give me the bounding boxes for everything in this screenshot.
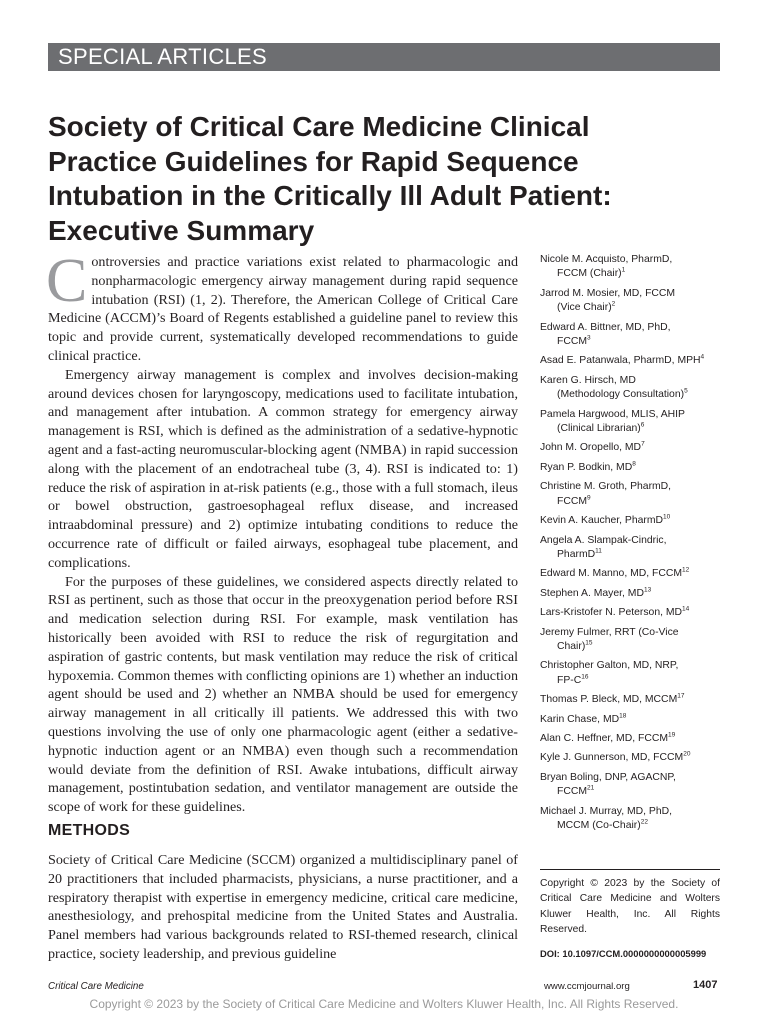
intro-paragraph-3: For the purposes of these guidelines, we considered aspects directly related to RSI as pertinent, such as those that occur in the preoxygenation period before RSI and medication selection during RSI. For example, mask ventilation has historically been avoided with RSI to reduce the risk of regurgitation and aspiration of gastric contents, but mask ventilation may reduce the risk of critical hypoxemia. Common themes with conflicting opinions are 1) whether an induction agent should be used and 2) whether an NMBA should be used for emergency airway management in all critically ill patients. We addressed this with two questions involving the use of only one pharmacologic agent (either a sedative-hypnotic induction agent or an NMBA) even though such a recommendation would deviate from the definition of RSI. Awake intubations, difficult airway management, postintubation sedation, and ventilator management are outside the scope of work for these guidelines. bbox=[48, 573, 518, 816]
author-affiliation-number: 21 bbox=[587, 784, 595, 792]
author-role-line bbox=[540, 640, 740, 654]
author-entry bbox=[540, 626, 740, 655]
author-name-line: Alan C. Heffner, MD, FCCM bbox=[540, 732, 668, 744]
author-entry bbox=[540, 587, 740, 601]
author-entry bbox=[540, 606, 740, 620]
author-entry bbox=[540, 441, 740, 455]
copyright-notice: Copyright © 2023 by the Society of Critical Care Medicine and Wolters Kluwer Health, Inc. All Rights Reserved. bbox=[540, 878, 720, 936]
author-entry bbox=[540, 659, 740, 688]
author-entry bbox=[540, 713, 740, 727]
author-name-line: Pamela Hargwood, MLIS, AHIP bbox=[540, 408, 685, 420]
author-affiliation-number: 3 bbox=[587, 334, 591, 342]
author-affiliation-number: 16 bbox=[581, 673, 589, 681]
author-affiliation-number: 9 bbox=[587, 494, 591, 502]
author-affiliation-number: 20 bbox=[683, 750, 691, 758]
intro-paragraph-1 bbox=[46, 247, 518, 366]
author-affiliation-number: 22 bbox=[640, 818, 648, 826]
author-entry bbox=[540, 693, 740, 707]
author-name-line: Stephen A. Mayer, MD bbox=[540, 587, 644, 599]
author-entry bbox=[540, 374, 740, 403]
author-entry bbox=[540, 461, 740, 475]
author-role-line bbox=[540, 388, 740, 402]
author-affiliation-number: 1 bbox=[621, 266, 626, 274]
doi-link[interactable]: DOI: 10.1097/CCM.0000000000005999 bbox=[540, 948, 707, 959]
author-role-text: (Vice Chair) bbox=[557, 302, 612, 314]
author-entry bbox=[540, 751, 740, 765]
author-role-text: FCCM bbox=[557, 336, 588, 348]
author-name-line: Karin Chase, MD bbox=[540, 713, 620, 725]
author-role-text: FCCM bbox=[557, 495, 588, 507]
body-column-methods bbox=[48, 851, 518, 964]
author-name-line: Christine M. Groth, PharmD, bbox=[540, 481, 672, 493]
author-affiliation-number: 5 bbox=[684, 387, 688, 395]
author-name-line: Karen G. Hirsch, MD bbox=[540, 374, 636, 386]
author-role-line bbox=[540, 422, 740, 436]
author-entry bbox=[540, 408, 740, 437]
author-name-line: Angela A. Slampak-Cindric, bbox=[540, 534, 667, 546]
author-name-line: Nicole M. Acquisto, PharmD, bbox=[540, 254, 673, 265]
author-name-line: Edward M. Manno, MD, FCCM bbox=[540, 568, 683, 580]
author-affiliation-number: 12 bbox=[682, 566, 690, 574]
copyright-watermark: Copyright © 2023 by the Society of Critical Care Medicine and Wolters Kluwer Health, Inc. All Rights Reserved. bbox=[89, 997, 679, 1011]
author-role-text: FP-C bbox=[557, 674, 582, 686]
author-affiliation-number: 17 bbox=[677, 692, 685, 700]
author-affiliation-number: 11 bbox=[595, 547, 602, 555]
author-affiliation-number: 8 bbox=[632, 460, 636, 468]
author-role-line bbox=[540, 674, 740, 688]
author-name-line: Thomas P. Bleck, MD, MCCM bbox=[540, 694, 678, 706]
author-role-line bbox=[540, 548, 740, 562]
author-entry bbox=[540, 771, 740, 800]
section-banner bbox=[48, 43, 720, 71]
author-list bbox=[540, 253, 740, 838]
author-name-line: Lars-Kristofer N. Peterson, MD bbox=[540, 607, 683, 619]
author-entry bbox=[540, 805, 740, 834]
author-entry bbox=[540, 534, 740, 563]
author-name-line: Asad E. Patanwala, PharmD, MPH bbox=[540, 355, 701, 367]
author-role-line bbox=[540, 785, 740, 799]
footer-journal-name: Critical Care Medicine bbox=[48, 981, 144, 992]
author-role-text: (Methodology Consultation) bbox=[557, 389, 685, 401]
author-entry bbox=[540, 253, 740, 282]
author-role-line bbox=[540, 819, 740, 833]
author-role-text: PharmD bbox=[557, 548, 596, 560]
author-name-line: Jeremy Fulmer, RRT (Co-Vice bbox=[540, 626, 679, 638]
author-role-text: MCCM (Co-Chair) bbox=[557, 820, 641, 831]
author-role-text: FCCM (Chair) bbox=[557, 268, 622, 280]
methods-paragraph-1: Society of Critical Care Medicine (SCCM) organized a multidisciplinary panel of 20 practitioners that included pharmacists, physicians, a nurse practitioner, and a respiratory therapist with expertise in emergency medicine, critical care medicine, anesthesiology, and prehospital medicine from the United States and Australia. Panel members had various backgrounds related to RSI-themed research, clinical practice, society leadership, and previous guideline bbox=[48, 852, 518, 962]
author-role-line bbox=[540, 301, 740, 315]
body-column-intro bbox=[46, 247, 518, 817]
intro-paragraph-2: Emergency airway management is complex and involves decision-making around devices chosen for laryngoscopy, medications used to facilitate intubation, and management after intubation. A common strategy for emergency airway management is RSI, which is defined as the administration of a sedative-hypnotic agent and a fast-acting neuromuscular-blocking agent (NMBA) in rapid succession along with the placement of an endotracheal tube (3, 4). RSI is indicated to: 1) reduce the risk of aspiration in at-risk patients (e.g., those with a full stomach, ileus or bowel obstruction, gastroesophageal reflux disease, and increased intraabdominal pressure) and 2) optimize intubating conditions to reduce the occurrence rate of difficult or failed airways, esophageal tube placement, and complications. bbox=[48, 366, 518, 571]
author-entry bbox=[540, 354, 740, 368]
page-number: 1407 bbox=[693, 979, 718, 991]
author-name-line: Michael J. Murray, MD, PhD, bbox=[540, 805, 673, 817]
article-title: Society of Critical Care Medicine Clinical Practice Guidelines for Rapid Sequence Intubation in the Critically Ill Adult Patient: Executive Summary bbox=[48, 111, 612, 246]
author-name-line: John M. Oropello, MD bbox=[540, 442, 642, 454]
divider-rule bbox=[540, 869, 720, 870]
author-affiliation-number: 14 bbox=[682, 605, 690, 613]
footer-journal-url[interactable]: www.ccmjournal.org bbox=[544, 981, 630, 992]
author-name-line: Kyle J. Gunnerson, MD, FCCM bbox=[540, 752, 684, 764]
author-entry bbox=[540, 567, 740, 581]
author-name-line: Jarrod M. Mosier, MD, FCCM bbox=[540, 287, 676, 299]
author-entry bbox=[540, 732, 740, 746]
author-affiliation-number: 2 bbox=[611, 300, 616, 308]
methods-heading: METHODS bbox=[48, 822, 131, 839]
author-affiliation-number: 7 bbox=[641, 441, 645, 448]
author-entry bbox=[540, 480, 740, 509]
intro-paragraph-1-text: ontroversies and practice variations exist related to pharmacologic and nonpharmacologic emergency airway management during rapid sequence intubation (RSI) (1, 2). Therefore, the American College of Critical Care Medicine (ACCM)’s Board of Regents established a guideline panel to review this topic and provide current, systematically developed recommendations to guide clinical practice. bbox=[48, 254, 518, 364]
author-role-line bbox=[540, 335, 740, 349]
author-entry bbox=[540, 321, 740, 350]
author-affiliation-number: 4 bbox=[700, 353, 705, 361]
author-role-line bbox=[540, 267, 740, 281]
section-label: SPECIAL ARTICLES bbox=[58, 44, 267, 69]
author-affiliation-number: 15 bbox=[585, 639, 593, 647]
author-role-line bbox=[540, 495, 740, 509]
author-name-line: Ryan P. Bodkin, MD bbox=[540, 461, 633, 473]
author-name-line: Christopher Galton, MD, NRP, bbox=[540, 660, 679, 672]
author-role-text: FCCM bbox=[557, 786, 588, 798]
author-affiliation-number: 13 bbox=[643, 586, 652, 594]
drop-cap: C bbox=[46, 247, 88, 315]
author-name-line: Kevin A. Kaucher, PharmD bbox=[540, 515, 664, 527]
author-entry bbox=[540, 287, 740, 316]
author-affiliation-number: 18 bbox=[619, 712, 627, 720]
author-entry bbox=[540, 514, 740, 528]
author-name-line: Bryan Boling, DNP, AGACNP, bbox=[540, 771, 676, 783]
author-affiliation-number: 10 bbox=[663, 513, 671, 521]
author-role-text: Chair) bbox=[557, 640, 586, 652]
author-name-line: Edward A. Bittner, MD, PhD, bbox=[540, 321, 671, 333]
author-affiliation-number: 6 bbox=[640, 421, 645, 429]
author-role-text: (Clinical Librarian) bbox=[557, 423, 641, 435]
author-affiliation-number: 19 bbox=[668, 731, 676, 739]
